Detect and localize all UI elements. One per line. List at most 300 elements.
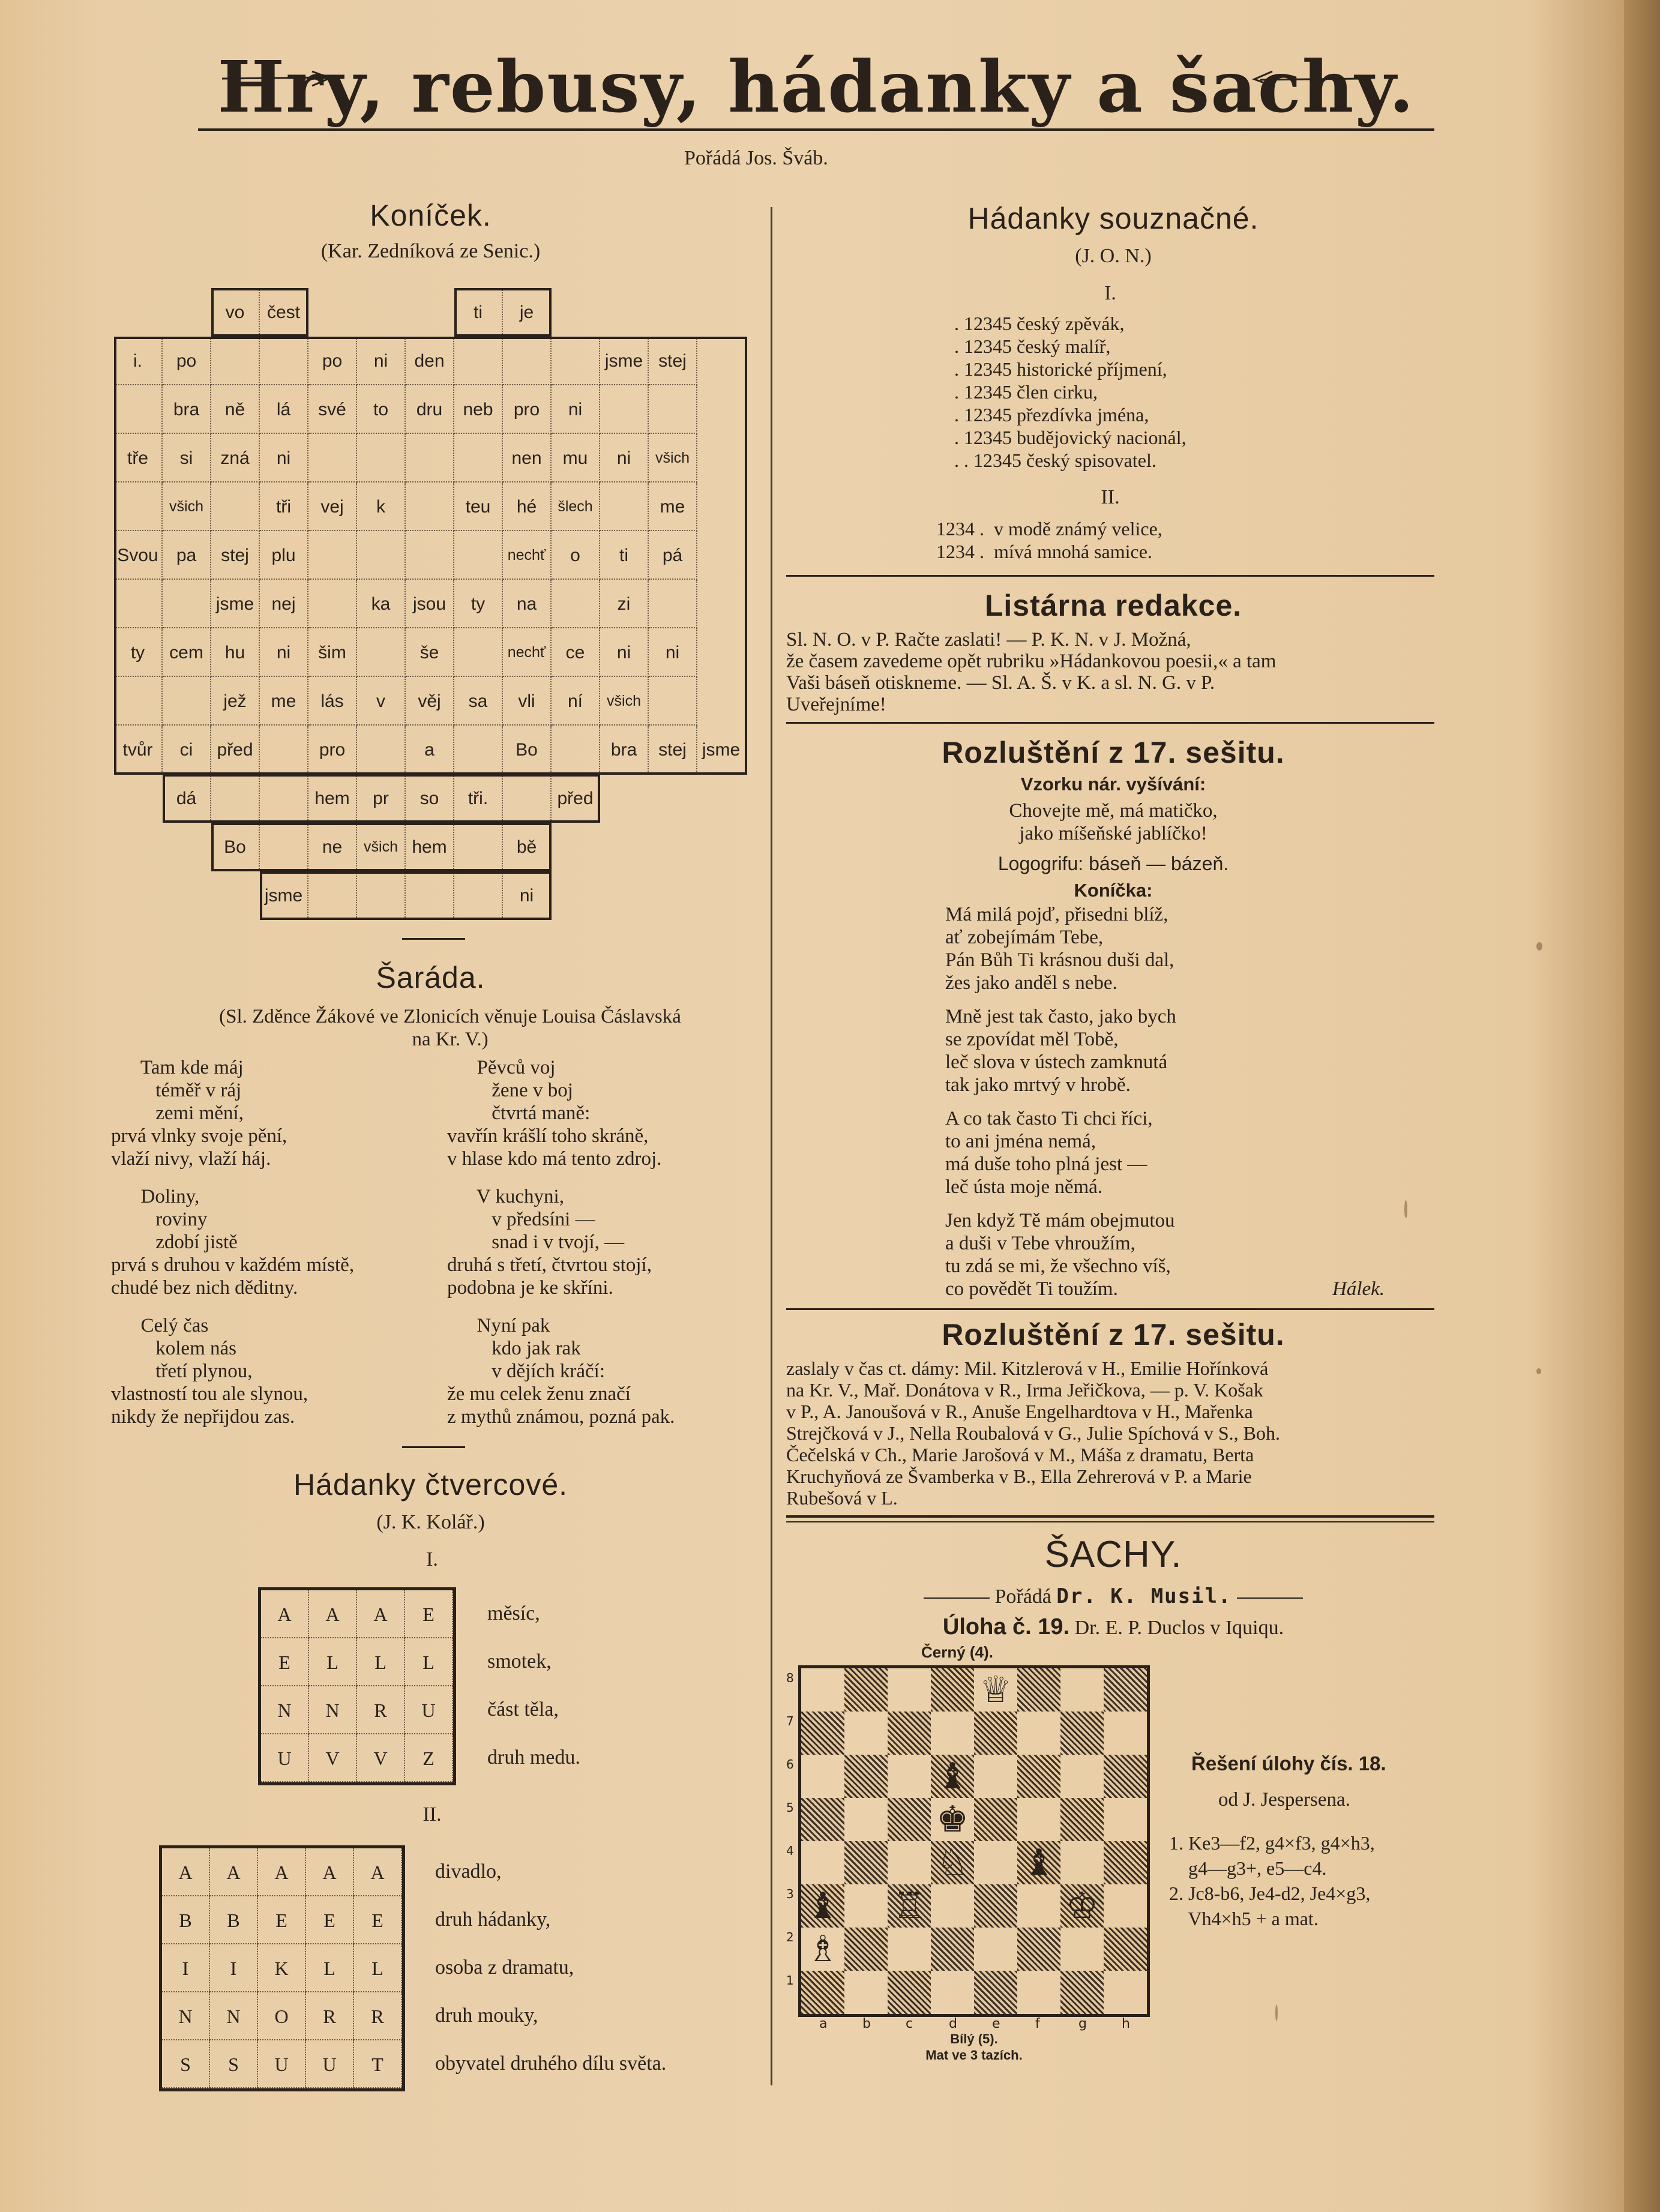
knight-grid-cell: den	[406, 337, 454, 385]
sachy-problem	[786, 1614, 1440, 1640]
chess-square	[801, 1841, 844, 1884]
chess-square	[888, 1971, 931, 2014]
chess-square	[1017, 1755, 1060, 1798]
chess-board	[798, 1665, 1150, 2017]
ctvercove-author: (J. K. Kolář.)	[376, 1511, 485, 1533]
knight-grid-cell: tvůr	[114, 726, 163, 774]
section-double-rule	[786, 1515, 1434, 1518]
knight-grid-cell: a	[406, 726, 454, 774]
chess-square	[931, 1928, 974, 1971]
knight-grid-cell: lás	[308, 677, 357, 726]
rozlusteni-title: Rozluštění z 17. sešitu.	[942, 736, 1285, 769]
knight-grid-cell: bě	[503, 823, 552, 871]
paper-spot	[1275, 2004, 1278, 2021]
chess-square	[1060, 1668, 1104, 1712]
knight-grid-cell: bra	[600, 726, 649, 774]
square-cell: N	[210, 1992, 258, 2040]
masthead-title: Hry, rebusy, hádanky a šachy.	[217, 45, 1415, 128]
knight-grid-cell: čest	[260, 288, 308, 337]
knight-grid-cell: so	[406, 774, 454, 823]
souznacne-author: (J. O. N.)	[1075, 245, 1152, 267]
solution-title: Řešení úlohy čís. 18.	[1191, 1752, 1386, 1775]
square-cell: K	[258, 1944, 306, 1992]
knight-grid-cell: teu	[454, 482, 503, 531]
knight-grid-cell: ty	[454, 580, 503, 628]
rozlusteni2-text: zaslaly v čas ct. dámy: Mil. Kitzlerová v H., Emilie Hořínková na Kr. V., Mař. Donátova v R., Irma Jeřičkova, — p. V. Košak v P., A. Janoušová v R., Anuše Engelhardtova v H., Mařenka Strejčková v J., Nella Roubalová v G., Julie Spíchová v S., Boh. Čečelská v Ch., Marie Jarošová v M., Máša z dramatu, Berta Kruchyňová ze Švamberka v B., Ella Zehrerová v P. a Marie Rubešová v L.	[786, 1357, 1281, 1509]
souznacne-part2-label: II.	[1101, 486, 1120, 508]
knight-grid-cell: Bo	[503, 726, 552, 774]
square-cell: N	[261, 1686, 309, 1734]
chess-square	[844, 1884, 888, 1928]
knight-grid-cell: jsme	[600, 337, 649, 385]
column-divider	[771, 207, 772, 2085]
chess-square	[931, 1668, 974, 1712]
knight-grid-cell: me	[260, 677, 308, 726]
knight-grid-cell: stej	[649, 337, 697, 385]
square-cell: I	[162, 1944, 210, 1992]
chess-square	[1060, 1798, 1104, 1841]
knight-grid-cell: ni	[600, 628, 649, 677]
sachy-title: ŠACHY.	[1044, 1534, 1182, 1575]
chess-square	[1104, 1971, 1147, 2014]
board-file-label: e	[992, 2016, 1000, 2031]
section-rule	[786, 575, 1434, 577]
chess-square	[1017, 1798, 1060, 1841]
knight-grid-cell: ni	[503, 871, 552, 920]
listarna-text: Sl. N. O. v P. Račte zaslati! — P. K. N. v J. Možná, že časem zavedeme opět rubriku »Hádankovou poesii,« a tam Vaši báseň otiskneme. — Sl. A. Š. v K. a sl. N. G. v P. Uveřejníme!	[786, 629, 1277, 715]
board-file-label: c	[906, 2016, 913, 2031]
knight-grid-cell: všich	[163, 482, 211, 531]
knight-grid-cell: ni	[260, 434, 308, 482]
square-puzzle-2	[159, 1845, 405, 2091]
square-cell: L	[357, 1638, 405, 1686]
knight-grid-cell: cem	[163, 628, 211, 677]
knight-grid-cell: před	[211, 726, 260, 774]
knight-grid-cell: pro	[503, 385, 552, 434]
paper-spot	[1536, 942, 1542, 951]
sarada-right-stanza-1: Pěvců voj žene v boj čtvrtá maně: vavřín krášlí toho skráně, v hlase kdo má tento zdroj.	[447, 1057, 662, 1170]
knight-grid-cell: pr	[357, 774, 406, 823]
chess-piece-icon: ♗	[807, 1928, 839, 1970]
white-label: Bílý (5).	[950, 2031, 998, 2046]
square-cell: Z	[405, 1734, 453, 1782]
board-file-label: b	[862, 2016, 871, 2031]
section-rule	[402, 938, 465, 940]
square-cell: A	[258, 1848, 306, 1896]
list-item: . 12345 historické příjmení,	[954, 358, 1167, 380]
board-file-label: d	[949, 2016, 957, 2031]
knight-grid-cell: ni	[357, 337, 406, 385]
knight-grid-cell: nej	[260, 580, 308, 628]
square-clue: část těla,	[487, 1698, 559, 1721]
square-cell: L	[354, 1944, 402, 1992]
square-cell: A	[162, 1848, 210, 1896]
sarada-dedication: (Sl. Zděnce Žákové ve Zlonicích věnuje Louisa Čáslavská na Kr. V.)	[219, 1006, 681, 1050]
square-cell: A	[357, 1590, 405, 1638]
knight-grid-cell: ni	[260, 628, 308, 677]
knight-grid-cell: Bo	[211, 823, 260, 871]
chess-piece-icon: ♘	[936, 1842, 969, 1884]
section-double-rule	[786, 1521, 1434, 1522]
page-edge	[1624, 0, 1660, 2212]
knight-grid-cell: po	[163, 337, 211, 385]
solution-author: od J. Jespersena.	[1218, 1789, 1350, 1811]
poem-stanza-1: Má milá pojď, přisedni blíž, ať zobejímám Tebe, Pán Bůh Ti krásnou duši dal, žes jako anděl s nebe.	[945, 904, 1174, 994]
square-cell: N	[162, 1992, 210, 2040]
knight-grid-cell: ti	[454, 288, 503, 337]
knight-grid-cell: všich	[649, 434, 697, 482]
knight-grid-cell: Svou	[114, 531, 163, 580]
square-cell: S	[210, 2040, 258, 2088]
square-cell: U	[261, 1734, 309, 1782]
square-cell: A	[261, 1590, 309, 1638]
knight-grid-cell: nechť	[503, 531, 552, 580]
ctvercove-title: Hádanky čtvercové.	[293, 1468, 568, 1501]
list-item: . 12345 český zpěvák,	[954, 313, 1125, 334]
chess-square	[1017, 1712, 1060, 1755]
square-cell: E	[261, 1638, 309, 1686]
board-rank-label: 1	[786, 1973, 794, 1988]
section-rule	[786, 1308, 1434, 1310]
knight-grid-cell: ni	[649, 628, 697, 677]
knight-grid-cell: jsme	[697, 726, 746, 774]
square-clue: druh hádanky,	[435, 1908, 551, 1931]
knight-grid-cell: jsme	[211, 580, 260, 628]
knight-grid-cell: pa	[163, 531, 211, 580]
chess-square	[1104, 1841, 1147, 1884]
square-cell: B	[210, 1896, 258, 1944]
sarada-title: Šaráda.	[376, 961, 486, 994]
square-cell: E	[354, 1896, 402, 1944]
knight-grid-cell: na	[503, 580, 552, 628]
chess-square	[844, 1798, 888, 1841]
knight-grid-cell: všich	[600, 677, 649, 726]
knight-grid-cell: po	[308, 337, 357, 385]
chess-square	[974, 1928, 1017, 1971]
knight-grid-cell: plu	[260, 531, 308, 580]
chess-square	[931, 1884, 974, 1928]
knight-grid-cell: stej	[649, 726, 697, 774]
knight-grid-cell: všich	[357, 823, 406, 871]
knight-grid-cell: to	[357, 385, 406, 434]
square-cell: N	[309, 1686, 357, 1734]
square-cell: O	[258, 1992, 306, 2040]
chess-square	[1017, 1884, 1060, 1928]
list-item: . 12345 český malíř,	[954, 335, 1111, 357]
square-cell: R	[306, 1992, 354, 2040]
board-rank-label: 2	[786, 1930, 794, 1944]
knight-grid-cell: tře	[114, 434, 163, 482]
knight-grid-cell: jsme	[260, 871, 308, 920]
knight-grid-cell: ni	[600, 434, 649, 482]
paper-spot	[1536, 1368, 1541, 1374]
knight-grid-cell: ně	[211, 385, 260, 434]
knight-grid-border	[211, 288, 308, 337]
chess-square	[931, 1971, 974, 2014]
square-cell: V	[357, 1734, 405, 1782]
knight-grid-cell: hem	[308, 774, 357, 823]
souznacne-title: Hádanky souznačné.	[967, 202, 1259, 235]
square-cell: V	[309, 1734, 357, 1782]
square-cell: E	[306, 1896, 354, 1944]
problem-label: Úloha č. 19.	[942, 1614, 1070, 1639]
knight-tour-grid	[114, 288, 747, 918]
square-cell: T	[354, 2040, 402, 2088]
knight-grid-cell: v	[357, 677, 406, 726]
chess-piece-icon: ♝	[936, 1755, 969, 1797]
knight-grid-cell: ní	[552, 677, 600, 726]
chess-square	[844, 1841, 888, 1884]
list-item: 1234 . mívá mnohá samice.	[936, 541, 1152, 562]
square-cell: S	[162, 2040, 210, 2088]
chess-square	[974, 1884, 1017, 1928]
knight-grid-cell: tři	[260, 482, 308, 531]
chess-square	[974, 1841, 1017, 1884]
chess-square	[844, 1971, 888, 2014]
knight-grid-cell: ci	[163, 726, 211, 774]
square-puzzle-1	[258, 1587, 456, 1785]
chess-square	[844, 1668, 888, 1712]
knight-grid-cell: sa	[454, 677, 503, 726]
knight-grid-cell: neb	[454, 385, 503, 434]
chess-piece-icon: ♝	[807, 1885, 839, 1927]
rozlusteni2-title: Rozluštění z 17. sešitu.	[942, 1318, 1285, 1351]
chess-square	[801, 1971, 844, 2014]
sarada-right-stanza-2: V kuchyni, v předsíni — snad i v tvojí, — druhá s třetí, čtvrtou stojí, podobna je ke skříni.	[447, 1186, 652, 1299]
knight-grid-border	[114, 337, 747, 775]
knight-grid-cell: jež	[211, 677, 260, 726]
chess-square	[801, 1712, 844, 1755]
board-rank-label: 7	[786, 1714, 794, 1728]
sachy-byline	[786, 1584, 1440, 1608]
knight-grid-cell: šlech	[552, 482, 600, 531]
knight-grid-cell: věj	[406, 677, 454, 726]
square-cell: A	[354, 1848, 402, 1896]
square-cell: I	[210, 1944, 258, 1992]
list-item: . 12345 člen cirku,	[954, 381, 1098, 403]
chess-square	[844, 1928, 888, 1971]
square-cell: E	[258, 1896, 306, 1944]
square-cell: U	[258, 2040, 306, 2088]
square-cell: U	[306, 2040, 354, 2088]
chess-square	[1104, 1798, 1147, 1841]
board-file-label: g	[1078, 2016, 1087, 2031]
chess-square	[888, 1755, 931, 1798]
sarada-left-stanza-3: Celý čas kolem nás třetí plynou, vlastností tou ale slynou, nikdy že nepřijdou zas.	[111, 1315, 308, 1428]
masthead-byline: Pořádá Jos. Šváb.	[684, 147, 828, 169]
chess-square	[801, 1755, 844, 1798]
knight-grid-cell: o	[552, 531, 600, 580]
knight-grid-cell: ni	[552, 385, 600, 434]
masthead-rule	[198, 128, 1434, 131]
black-label: Černý (4).	[921, 1643, 993, 1661]
square-cell: R	[354, 1992, 402, 2040]
list-item: . 12345 přezdívka jména,	[954, 404, 1149, 425]
masthead-arrow-right-icon	[1224, 77, 1362, 80]
knight-grid-border	[163, 774, 600, 823]
board-rank-label: 6	[786, 1757, 794, 1772]
knight-grid-cell: nen	[503, 434, 552, 482]
knight-grid-cell: ka	[357, 580, 406, 628]
list-item: . 12345 budějovický nacionál,	[954, 427, 1186, 448]
logogrif-text: Logogrifu: báseň — bázeň.	[997, 853, 1229, 874]
konicka-label: Koníčka:	[1074, 880, 1153, 901]
chess-square	[1060, 1755, 1104, 1798]
knight-grid-cell: před	[552, 774, 600, 823]
knight-grid-cell: mu	[552, 434, 600, 482]
paper-spot	[1404, 1200, 1407, 1218]
section-rule	[402, 1446, 465, 1448]
listarna-title: Listárna redakce.	[984, 589, 1242, 622]
konicek-author: (Kar. Zedníková ze Senic.)	[320, 240, 541, 262]
chess-square	[1104, 1755, 1147, 1798]
square-cell: L	[306, 1944, 354, 1992]
chess-square	[974, 1755, 1017, 1798]
chess-square	[1104, 1712, 1147, 1755]
poem-stanza-2: Mně jest tak často, jako bych se zpovídat měl Tobě, leč slova v ústech zamknutá tak jako mrtvý v hrobě.	[945, 1006, 1176, 1096]
square-clue: obyvatel druhého dílu světa.	[435, 2052, 667, 2075]
chess-square	[1017, 1668, 1060, 1712]
board-file-label: f	[1035, 2016, 1040, 2031]
knight-grid-cell: dru	[406, 385, 454, 434]
list-item: . . 12345 český spisovatel.	[954, 449, 1156, 471]
board-rank-label: 5	[786, 1800, 794, 1815]
knight-grid-cell: si	[163, 434, 211, 482]
chess-square	[1104, 1884, 1147, 1928]
knight-grid-cell: ce	[552, 628, 600, 677]
knight-grid-border	[454, 288, 552, 337]
chess-square	[801, 1668, 844, 1712]
square-cell: U	[405, 1686, 453, 1734]
square-clue: smotek,	[487, 1650, 552, 1673]
knight-grid-cell: zná	[211, 434, 260, 482]
chess-square	[974, 1971, 1017, 2014]
square-cell: R	[357, 1686, 405, 1734]
sarada-right-stanza-3: Nyní pak kdo jak rak v dějích kráčí: že mu celek ženu značí z mythů známou, pozná pak.	[447, 1315, 675, 1428]
knight-grid-cell: jsou	[406, 580, 454, 628]
problem-author: Dr. E. P. Duclos v Iquiqu.	[1074, 1617, 1284, 1639]
square-cell: B	[162, 1896, 210, 1944]
chess-square	[1060, 1971, 1104, 2014]
solution-text: 1. Ke3—f2, g4×f3, g4×h3, g4—g3+, e5—c4. 2. Jc8-b6, Je4-d2, Je4×g3, Vh4×h5 + a mat.	[1169, 1832, 1375, 1929]
square-clue: druh medu.	[487, 1746, 580, 1769]
square-cell: A	[309, 1590, 357, 1638]
souznacne-part2-list	[936, 517, 1162, 563]
knight-grid-cell: hem	[406, 823, 454, 871]
knight-grid-cell: k	[357, 482, 406, 531]
list-item: 1234 . v modě známý velice,	[936, 518, 1162, 539]
knight-grid-cell: zi	[600, 580, 649, 628]
square-cell: A	[306, 1848, 354, 1896]
chess-square	[1017, 1971, 1060, 2014]
sarada-left-stanza-2: Doliny, roviny zdobí jistě prvá s druhou v každém místě, chudé bez nich děditny.	[111, 1186, 355, 1299]
chess-square	[1060, 1841, 1104, 1884]
section-rule	[786, 722, 1434, 724]
knight-grid-cell: i.	[114, 337, 163, 385]
knight-grid-cell: vo	[211, 288, 260, 337]
chess-square	[888, 1712, 931, 1755]
chess-square	[844, 1755, 888, 1798]
chess-piece-icon: ♔	[1066, 1885, 1098, 1927]
poem-stanza-4: Jen když Tě mám obejmutou a duši v Tebe vhroužím, tu zdá se mi, že všechno víš, co povědět Ti toužím.	[945, 1210, 1175, 1300]
mate-label: Mat ve 3 tazích.	[925, 2048, 1023, 2063]
chess-square	[974, 1798, 1017, 1841]
knight-grid-cell: je	[503, 288, 552, 337]
chess-square	[844, 1712, 888, 1755]
knight-grid-cell: bra	[163, 385, 211, 434]
square-clue: měsíc,	[487, 1602, 540, 1624]
knight-grid-cell: dá	[163, 774, 211, 823]
konicek-title: Koníček.	[370, 199, 492, 232]
chess-square	[1060, 1928, 1104, 1971]
knight-grid-cell: ty	[114, 628, 163, 677]
chess-square	[1017, 1928, 1060, 1971]
board-file-label: h	[1122, 2016, 1130, 2031]
knight-grid-border	[211, 823, 552, 871]
chess-square	[1104, 1928, 1147, 1971]
chess-square	[974, 1712, 1017, 1755]
knight-grid-cell: své	[308, 385, 357, 434]
chess-square	[931, 1712, 974, 1755]
knight-grid-cell: šim	[308, 628, 357, 677]
square-clue: divadlo,	[435, 1860, 502, 1883]
chess-piece-icon: ♝	[1023, 1842, 1055, 1884]
chess-piece-icon: ♖	[893, 1885, 925, 1927]
knight-grid-cell: še	[406, 628, 454, 677]
knight-grid-cell: pá	[649, 531, 697, 580]
knight-grid-border	[260, 871, 552, 920]
knight-grid-cell: vej	[308, 482, 357, 531]
knight-grid-cell: pro	[308, 726, 357, 774]
chess-square	[888, 1798, 931, 1841]
board-rank-label: 3	[786, 1887, 794, 1901]
knight-grid-cell: vli	[503, 677, 552, 726]
square-cell: L	[405, 1638, 453, 1686]
ctvercove-part1-label: I.	[426, 1548, 438, 1570]
board-file-label: a	[819, 2016, 828, 2031]
knight-grid-cell: ti	[600, 531, 649, 580]
knight-grid-cell: hu	[211, 628, 260, 677]
sarada-left-stanza-1: Tam kde máj téměř v ráj zemi mění, prvá vlnky svoje pění, vlaží nivy, vlaží háj.	[111, 1057, 287, 1170]
souznacne-part1-list	[954, 312, 1186, 472]
chess-piece-icon: ♚	[936, 1799, 969, 1841]
chess-square	[1060, 1712, 1104, 1755]
square-cell: L	[309, 1638, 357, 1686]
sachy-byline-name: Dr. K. Musil.	[1056, 1584, 1232, 1608]
chess-square	[1104, 1668, 1147, 1712]
vzorku-label: Vzorku nár. vyšívání:	[1020, 774, 1206, 795]
chess-piece-icon: ♕	[979, 1669, 1012, 1711]
vzorku-text: Chovejte mě, má matičko, jako míšeňské jablíčko!	[1009, 800, 1218, 844]
knight-grid-cell: nechť	[503, 628, 552, 677]
knight-grid-cell: tři.	[454, 774, 503, 823]
chess-square	[888, 1668, 931, 1712]
chess-square	[801, 1798, 844, 1841]
chess-square	[888, 1928, 931, 1971]
chess-square	[888, 1841, 931, 1884]
knight-grid-cell: stej	[211, 531, 260, 580]
square-cell: A	[210, 1848, 258, 1896]
poem-stanza-3: A co tak často Ti chci říci, to ani jména nemá, má duše toho plná jest — leč ústa moje němá.	[945, 1108, 1153, 1198]
board-rank-label: 4	[786, 1844, 794, 1858]
knight-grid-cell: lá	[260, 385, 308, 434]
board-rank-label: 8	[786, 1671, 794, 1685]
square-cell: E	[405, 1590, 453, 1638]
knight-grid-cell: hé	[503, 482, 552, 531]
knight-grid-cell: ne	[308, 823, 357, 871]
sachy-byline-prefix: Pořádá	[994, 1585, 1051, 1608]
ctvercove-part2-label: II.	[423, 1803, 442, 1826]
